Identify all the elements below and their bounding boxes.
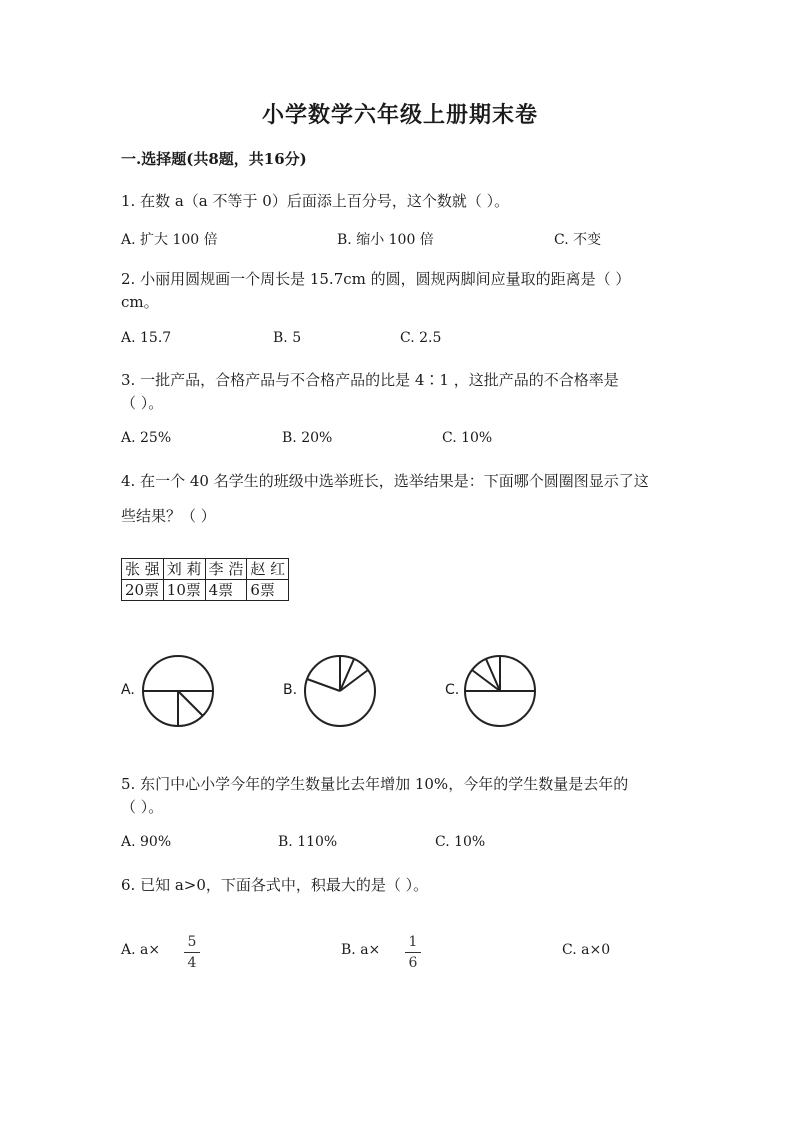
fraction-a-numerator: 5 bbox=[187, 934, 197, 950]
fraction-b-bar bbox=[405, 952, 421, 953]
question-5-option-b[interactable]: B. 110% bbox=[278, 834, 338, 850]
pie-option-b-label[interactable]: B. bbox=[283, 682, 298, 698]
question-6-option-c[interactable]: C. a×0 bbox=[562, 942, 611, 958]
fraction-b-numerator: 1 bbox=[408, 934, 418, 950]
pie-option-c-label[interactable]: C. bbox=[445, 682, 460, 698]
table-cell: 10票 bbox=[163, 580, 205, 601]
question-3-option-a[interactable]: A. 25% bbox=[121, 430, 172, 446]
section-heading: 一.选择题(共8题，共16分) bbox=[121, 150, 307, 168]
fraction-a-denominator: 4 bbox=[187, 955, 197, 971]
pie-chart-a[interactable] bbox=[143, 656, 213, 726]
pie-chart-c[interactable] bbox=[465, 656, 535, 726]
question-1-option-c[interactable]: C. 不变 bbox=[554, 232, 602, 248]
question-1-text: 1. 在数 a（a 不等于 0）后面添上百分号，这个数就（ ）。 bbox=[121, 192, 510, 210]
question-6-option-b[interactable]: B. a× bbox=[341, 942, 381, 958]
question-4-text-cont: 些结果？（ ） bbox=[121, 507, 216, 525]
table-cell: 20票 bbox=[122, 580, 164, 601]
fraction-a-bar bbox=[184, 952, 200, 953]
table-cell: 6票 bbox=[247, 580, 289, 601]
page-title: 小学数学六年级上册期末卷 bbox=[261, 102, 538, 128]
question-3-text-cont: （ ）。 bbox=[121, 394, 164, 412]
table-cell: 4票 bbox=[205, 580, 247, 601]
fraction-b-denominator: 6 bbox=[408, 955, 418, 971]
question-1-option-b[interactable]: B. 缩小 100 倍 bbox=[337, 232, 434, 248]
question-3-option-b[interactable]: B. 20% bbox=[282, 430, 333, 446]
question-6-text: 6. 已知 a>0，下面各式中，积最大的是（ ）。 bbox=[121, 876, 429, 894]
question-2-option-a[interactable]: A. 15.7 bbox=[121, 330, 172, 346]
question-2-option-b[interactable]: B. 5 bbox=[273, 330, 302, 346]
question-5-option-c[interactable]: C. 10% bbox=[435, 834, 486, 850]
table-cell: 李 浩 bbox=[205, 559, 247, 580]
fraction-b bbox=[405, 934, 421, 971]
question-5-option-a[interactable]: A. 90% bbox=[121, 834, 172, 850]
question-3-option-c[interactable]: C. 10% bbox=[442, 430, 493, 446]
question-2-option-c[interactable]: C. 2.5 bbox=[400, 330, 442, 346]
question-6-option-a[interactable]: A. a× bbox=[121, 942, 161, 958]
question-5-text-cont: （ ）。 bbox=[121, 798, 164, 816]
question-4-text: 4. 在一个 40 名学生的班级中选举班长，选举结果是：下面哪个圆圈图显示了这 bbox=[121, 472, 649, 490]
fraction-a bbox=[184, 934, 200, 971]
question-2-text-cont: cm。 bbox=[121, 293, 159, 311]
pie-option-a-label[interactable]: A. bbox=[121, 682, 135, 698]
table-cell: 张 强 bbox=[122, 559, 164, 580]
question-3-text: 3. 一批产品，合格产品与不合格产品的比是 4∶1 ，这批产品的不合格率是 bbox=[121, 371, 619, 389]
question-2-text: 2. 小丽用圆规画一个周长是 15.7cm 的圆，圆规两脚间应量取的距离是（ ） bbox=[121, 270, 631, 288]
question-1-option-a[interactable]: A. 扩大 100 倍 bbox=[121, 232, 218, 248]
table-cell: 刘 莉 bbox=[163, 559, 205, 580]
pie-chart-b[interactable] bbox=[305, 656, 375, 726]
table-cell: 赵 红 bbox=[247, 559, 289, 580]
question-5-text: 5. 东门中心小学今年的学生数量比去年增加 10%，今年的学生数量是去年的 bbox=[121, 775, 629, 793]
